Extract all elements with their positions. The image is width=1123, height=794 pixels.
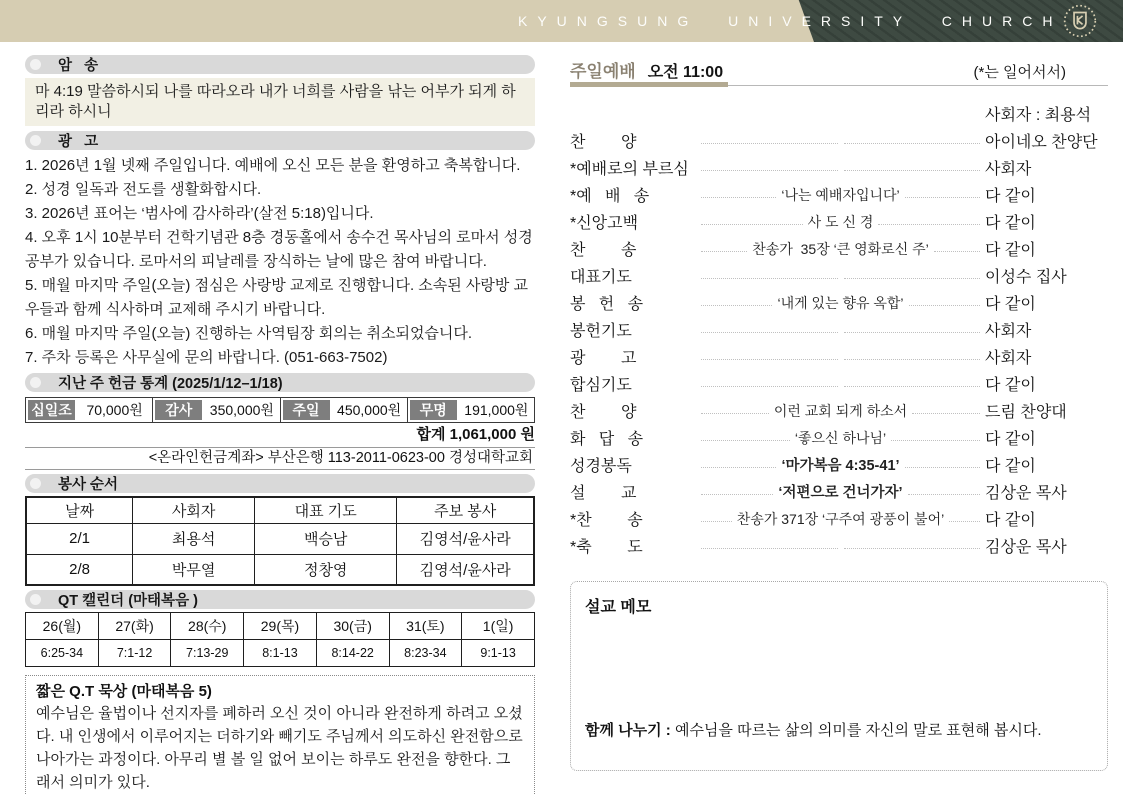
worship-row: [570, 505, 1108, 532]
worship-item-label: *찬 송: [570, 512, 643, 529]
cell-day: 30(금): [316, 613, 389, 640]
leader-dots: [701, 224, 803, 225]
cell-prayer: 정창영: [255, 554, 397, 585]
worship-item-label: 봉헌기도: [570, 323, 632, 340]
offering-amount: 350,000원: [204, 398, 280, 422]
cell-day: 31(토): [389, 613, 462, 640]
worship-item-detail: 찬송가 371장 ‘구주여 광풍이 불어’: [736, 510, 945, 527]
worship-row: [570, 424, 1108, 451]
worship-item-label: *예 배 송: [570, 188, 650, 205]
leader-dots: [701, 251, 747, 252]
leader-dots: [701, 278, 838, 279]
worship-item-detail: ‘마가복음 4:35-41’: [781, 458, 900, 474]
worship-item-performer: 김상운 목사: [985, 539, 1067, 556]
cell-prayer: 백승남: [255, 523, 397, 554]
worship-row: [570, 316, 1108, 343]
announcement-item: 4. 오후 1시 10분부터 건학기념관 8층 경동홀에서 송수건 목사님의 로마서 성경 공부가 있습니다. 로마서의 피날레를 장식하는 날에 많은 참여 바랍니다.: [25, 229, 533, 270]
memory-verse-text: 마 4:19 말씀하시되 나를 따라오라 내가 너희를 사람을 낚는 어부가 되게 하리라 하시니: [25, 78, 535, 126]
worship-item-label: 설 교: [570, 485, 637, 502]
leader-dots: [844, 278, 981, 279]
worship-item-label: 광 고: [570, 350, 637, 367]
leader-dots: [844, 359, 981, 360]
worship-item-label: 찬 송: [570, 242, 637, 259]
worship-item-performer: 다 같이: [985, 377, 1036, 394]
worship-item-performer: 사회자: [985, 350, 1032, 367]
leader-dots: [701, 359, 838, 360]
worship-item-performer: 드림 찬양대: [985, 404, 1067, 421]
table-row: [26, 554, 534, 585]
cell-reading: 8:14-22: [316, 640, 389, 667]
leader-dots: [878, 224, 980, 225]
worship-row: [570, 181, 1108, 208]
leader-dots: [905, 467, 980, 468]
worship-row: [570, 100, 1108, 127]
sermon-memo-box: [570, 581, 1108, 771]
leader-dots: [701, 413, 769, 414]
offering-type-label: 감사: [155, 400, 202, 420]
sermon-memo-title: 설교 메모: [585, 599, 652, 616]
cell-bulletin: 김영석/윤사라: [397, 523, 534, 554]
worship-row: [570, 262, 1108, 289]
cell-day: 29(목): [244, 613, 317, 640]
cell-day: 1(일): [462, 613, 535, 640]
leader-dots: [949, 521, 980, 522]
share-together-label: 함께 나누기 :: [585, 722, 671, 739]
section-bullet-icon: [30, 135, 41, 146]
section-bullet-icon: [30, 377, 41, 388]
worship-item-label: *신앙고백: [570, 215, 639, 232]
worship-item-label: 찬 양: [570, 134, 637, 151]
worship-item-performer: 다 같이: [985, 215, 1036, 232]
worship-row: [570, 343, 1108, 370]
section-header-offering: [25, 373, 535, 392]
cell-reading: 9:1-13: [462, 640, 535, 667]
qt-meditation-box: [25, 675, 535, 794]
section-title: 광 고: [58, 134, 99, 150]
worship-item-detail: ‘저편으로 건너가자’: [778, 485, 903, 501]
worship-row: [570, 235, 1108, 262]
table-row: [26, 640, 535, 667]
cell-moderator: 최용석: [133, 523, 255, 554]
worship-item-detail: 사 도 신 경: [807, 213, 874, 230]
section-bullet-icon: [30, 478, 41, 489]
column-header: 날짜: [26, 497, 133, 523]
church-name: KYUNGSUNG UNIVERSITY CHURCH: [518, 13, 1063, 29]
cell-reading: 8:1-13: [244, 640, 317, 667]
cell-day: 28(수): [171, 613, 244, 640]
worship-time: 오전 11:00: [647, 64, 724, 81]
worship-item-performer: 다 같이: [985, 431, 1036, 448]
worship-item-label: 합심기도: [570, 377, 632, 394]
section-title: QT 캘린더 (마태복음 ): [58, 593, 198, 609]
section-header-memory-verse: [25, 55, 535, 74]
worship-item-performer: 이성수 집사: [985, 269, 1067, 286]
left-column: [25, 55, 535, 794]
leader-dots: [701, 494, 773, 495]
worship-row: [570, 451, 1108, 478]
announcement-item: 3. 2026년 표어는 ‘범사에 감사하라’(살전 5:18)입니다.: [25, 205, 374, 222]
offering-type-label: 무명: [410, 400, 457, 420]
table-header-row: [26, 613, 535, 640]
announcement-list: [25, 154, 535, 370]
section-header-qt-calendar: [25, 590, 535, 609]
leader-dots: [701, 143, 838, 144]
title-underline: [570, 85, 1108, 86]
leader-dots: [701, 440, 790, 441]
cell-date: 2/8: [26, 554, 133, 585]
worship-row: [570, 208, 1108, 235]
leader-dots: [844, 143, 981, 144]
leader-dots: [701, 548, 838, 549]
cell-reading: 6:25-34: [26, 640, 99, 667]
leader-dots: [701, 197, 776, 198]
table-row: [26, 523, 534, 554]
column-header: 대표 기도: [255, 497, 397, 523]
online-offering-account: <온라인헌금계좌> 부산은행 113-2011-0623-00 경성대학교회: [25, 447, 535, 470]
leader-dots: [844, 170, 981, 171]
worship-item-detail: ‘좋으신 하나님’: [794, 429, 887, 446]
leader-dots: [934, 251, 980, 252]
offering-amount: 70,000원: [77, 398, 153, 422]
worship-item-detail: ‘나는 예배자입니다’: [781, 186, 900, 203]
table-header-row: [26, 497, 534, 523]
worship-item-label: *예배로의 부르심: [570, 161, 689, 178]
section-title: 봉사 순서: [58, 477, 119, 493]
worship-row: [570, 289, 1108, 316]
worship-item-performer: 사회자: [985, 161, 1032, 178]
worship-title: 주일예배: [570, 62, 636, 81]
worship-item-performer: 다 같이: [985, 242, 1036, 259]
share-together-text: 예수님을 따르는 삶의 의미를 자신의 말로 표현해 봅시다.: [670, 722, 1042, 739]
section-title: 지난 주 헌금 통계 (2025/1/12–1/18): [58, 376, 283, 392]
church-emblem-icon: [1063, 4, 1097, 38]
worship-item-performer: 아이네오 찬양단: [985, 134, 1098, 151]
worship-item-label: 봉 헌 송: [570, 296, 644, 313]
cell-moderator: 박무열: [133, 554, 255, 585]
announcement-item: 7. 주차 등록은 사무실에 문의 바랍니다. (051-663-7502): [25, 349, 388, 366]
worship-item-label: 성경봉독: [570, 458, 632, 475]
cell-reading: 7:13-29: [171, 640, 244, 667]
cell-reading: 8:23-34: [389, 640, 462, 667]
cell-reading: 7:1-12: [98, 640, 171, 667]
column-header: 주보 봉사: [397, 497, 534, 523]
section-header-service-roster: [25, 474, 535, 493]
leader-dots: [701, 170, 838, 171]
worship-item-performer: 다 같이: [985, 512, 1036, 529]
leader-dots: [701, 386, 838, 387]
leader-dots: [844, 548, 981, 549]
worship-item-performer: 사회자: [985, 323, 1032, 340]
leader-dots: [701, 467, 776, 468]
offering-amount: 450,000원: [332, 398, 408, 422]
share-together-line: [585, 719, 1093, 740]
column-header: 사회자: [133, 497, 255, 523]
worship-row: [570, 154, 1108, 181]
leader-dots: [909, 305, 980, 306]
cell-day: 26(월): [26, 613, 99, 640]
cell-day: 27(화): [98, 613, 171, 640]
worship-moderator: 사회자 : 최용석: [985, 107, 1092, 124]
worship-item-label: 대표기도: [570, 269, 632, 286]
worship-order-list: [570, 100, 1108, 559]
worship-item-performer: 다 같이: [985, 188, 1036, 205]
qt-calendar-table: [25, 612, 535, 667]
service-roster-table: [25, 496, 535, 586]
standing-note: (*는 일어서서): [973, 64, 1066, 81]
leader-dots: [844, 386, 981, 387]
worship-row: [570, 397, 1108, 424]
worship-row: [570, 370, 1108, 397]
leader-dots: [701, 521, 732, 522]
leader-dots: [891, 440, 980, 441]
worship-row: [570, 478, 1108, 505]
worship-item-detail: 이런 교회 되게 하소서: [773, 402, 908, 419]
cell-bulletin: 김영석/윤사라: [397, 554, 534, 585]
announcement-item: 6. 매월 마지막 주일(오늘) 진행하는 사역팀장 회의는 취소되었습니다.: [25, 325, 473, 342]
leader-dots: [701, 305, 772, 306]
section-title: 암 송: [58, 58, 99, 74]
announcement-item: 5. 매월 마지막 주일(오늘) 점심은 사랑방 교제로 진행합니다. 소속된 사랑방 교우들과 함께 식사하며 교제해 주시기 바랍니다.: [25, 277, 529, 318]
qt-meditation-title: 짧은 Q.T 묵상 (마태복음 5): [36, 683, 212, 700]
offering-total: 합계 1,061,000 원: [416, 426, 535, 443]
leader-dots: [701, 332, 838, 333]
qt-meditation-text: 예수님은 율법이나 선지자를 폐하러 오신 것이 아니라 완전하게 하려고 오셨다. 내 인생에서 이루어지는 더하기와 빼기도 주님께서 의도하신 완전함으로 나아가는 과정이다. 아무리 별 볼 일 없어 보이는 하루도 완전을 향한다. 그래서 의미가 있다.: [36, 705, 523, 791]
worship-item-label: 화 답 송: [570, 431, 644, 448]
section-header-announcements: [25, 131, 535, 150]
worship-item-performer: 다 같이: [985, 458, 1036, 475]
worship-row: [570, 127, 1108, 154]
offering-amount: 191,000원: [464, 402, 529, 418]
leader-dots: [844, 332, 981, 333]
worship-item-detail: ‘내게 있는 향유 옥합’: [777, 294, 904, 311]
leader-dots: [912, 413, 980, 414]
worship-item-label: *축 도: [570, 539, 643, 556]
leader-dots: [905, 197, 980, 198]
offering-type-label: 주일: [283, 400, 330, 420]
section-bullet-icon: [30, 59, 41, 70]
right-column: [570, 57, 1108, 771]
announcement-item: 1. 2026년 1월 넷째 주일입니다. 예배에 오신 모든 분을 환영하고 축복합니다.: [25, 157, 521, 174]
section-bullet-icon: [30, 594, 41, 605]
worship-item-performer: 김상운 목사: [985, 485, 1067, 502]
leader-dots: [908, 494, 980, 495]
announcement-item: 2. 성경 일독과 전도를 생활화합시다.: [25, 181, 262, 198]
offering-type-label: 십일조: [28, 400, 75, 420]
worship-item-detail: 찬송가 35장 ‘큰 영화로신 주’: [752, 240, 929, 257]
cell-date: 2/1: [26, 523, 133, 554]
worship-item-label: 찬 양: [570, 404, 637, 421]
worship-title-bar: [570, 57, 1108, 81]
worship-item-performer: 다 같이: [985, 296, 1036, 313]
offering-table: [25, 397, 535, 423]
worship-row: [570, 532, 1108, 559]
